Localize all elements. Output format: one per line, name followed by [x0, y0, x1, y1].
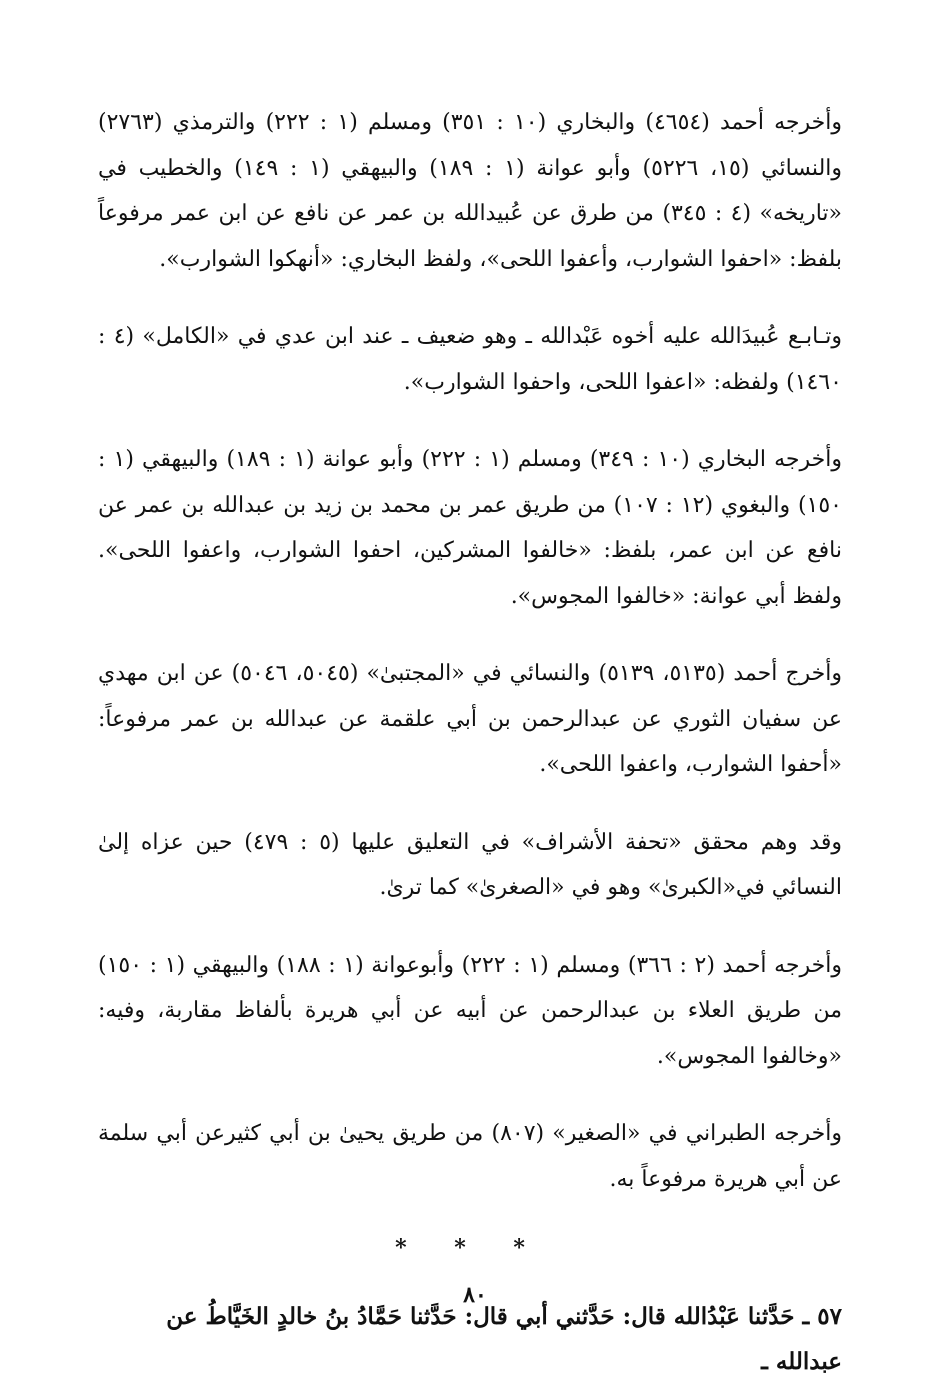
paragraph-takhrij-5: وقد وهم محقق «تحفة الأشراف» في التعليق عليها (٥ : ٤٧٩) حين عزاه إلىٰ النسائي في«الكبرىٰ» وهو في «الصغرىٰ» كما ترىٰ. [98, 829, 842, 900]
hadith-57-heading: ٥٧ ـ حَدَّثنا عَبْدُالله قال: حَدَّثني أبي قال: حَدَّثنا حَمَّادُ بنُ خالدٍ الخَيَّاطُ عن عبدالله ـ [166, 1302, 842, 1375]
paragraph-takhrij-1: وأخرجه أحمد (٤٦٥٤) والبخاري (١٠ : ٣٥١) ومسلم (١ : ٢٢٢) والترمذي (٢٧٦٣) والنسائي (١٥، ٥٢٢٦) وأبو عوانة (١ : ١٨٩) والبيهقي (١ : ١٤٩) والخطيب في «تاريخه» (٤ : ٣٤٥) من طرق عن عُبيدالله بن عمر عن نافع عن ابن عمر مرفوعاً بلفظ: «احفوا الشوارب، وأعفوا اللحى»، ولفظ البخاري: «أنهكوا الشوارب». [98, 110, 843, 272]
paragraph-takhrij-2: وتـابـع عُبيدَالله عليه أخوه عَبْدالله ـ وهو ضعيف ـ عند ابن عدي في «الكامل» (٤ : ١٤٦٠) ولفظه: «اعفوا اللحى، واحفوا الشوارب». [98, 324, 842, 395]
page-number: ٨٠ [463, 1282, 487, 1308]
paragraph-takhrij-4: وأخرج أحمد (٥١٣٥، ٥١٣٩) والنسائي في «المجتبىٰ» (٥٠٤٥، ٥٠٤٦) عن ابن مهدي عن سفيان الثوري عن عبدالرحمن بن أبي علقمة عن عبدالله بن عمر مرفوعاً: «أحفوا الشوارب، واعفوا اللحى». [98, 661, 843, 777]
paragraph-takhrij-7: وأخرجه الطبراني في «الصغير» (٨٠٧) من طريق يحيىٰ بن أبي كثيرعن أبي سلمة عن أبي هريرة مرفوعاً به. [98, 1121, 842, 1192]
paragraph-takhrij-6: وأخرجه أحمد (٢ : ٣٦٦) ومسلم (١ : ٢٢٢) وأبوعوانة (١ : ١٨٨) والبيهقي (١ : ١٥٠) من طريق العلاء بن عبدالرحمن عن أبيه عن أبي هريرة بألفاظ مقاربة، وفيه: «وخالفوا المجوس». [98, 952, 843, 1069]
section-separator: * * * [395, 1235, 545, 1261]
main-text [98, 100, 842, 1385]
paragraph-takhrij-3: وأخرجه البخاري (١٠ : ٣٤٩) ومسلم (١ : ٢٢٢) وأبو عوانة (١ : ١٨٩) والبيهقي (١ : ١٥٠) والبغوي (١٢ : ١٠٧) من طريق عمر بن محمد بن زيد بن عبدالله بن عمر عن نافع عن ابن عمر، بلفظ: «خالفوا المشركين، احفوا الشوارب، واعفوا اللحى». ولفظ أبي عوانة: «خالفوا المجوس». [98, 447, 842, 609]
